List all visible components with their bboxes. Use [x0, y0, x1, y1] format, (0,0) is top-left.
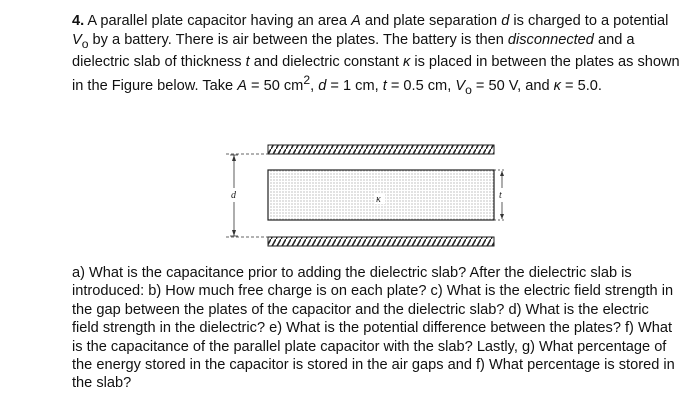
- bottom-plate: [268, 237, 494, 246]
- top-plate: [268, 145, 494, 154]
- problem-number: 4.: [72, 13, 85, 29]
- d-arrow-up: [232, 155, 236, 161]
- t-arrow-down: [500, 214, 504, 219]
- kappa-label: κ: [376, 194, 381, 205]
- d-arrow-down: [232, 230, 236, 236]
- problem-statement: 4. A parallel plate capacitor having an area A and plate separation d is charged to a potential $V_o$ by a battery. There is air between the plates. The battery is then disconnected and a dielectric slab of thickness t and dielectric constant κ is placed in between the plates as shown in the Figure below. Take A = 50 $cm^2$, d = 1 cm, t = 0.5 cm, $V_o = 50$ V, and κ = 5.0.: [72, 13, 680, 98]
- t-arrow-up: [500, 171, 504, 176]
- d-label: d: [231, 190, 236, 201]
- t-label: t: [499, 190, 502, 201]
- capacitor-figure: [216, 140, 506, 252]
- question-text: a) What is the capacitance prior to adding the dielectric slab? After the dielectric slab is introduced: b) How much free charge is on each plate? c) What is the electric field strength in the gap between the plates of the capacitor and the dielectric slab? d) What is the electric field strength in the dielectric? e) What is the potential difference between the plates? f) What is the capacitance of the parallel plate capacitor with the slab? Lastly, g) What percentage of the energy stored in the capacitor is stored in the air gaps and f) What percentage is stored in the slab?: [72, 265, 675, 392]
